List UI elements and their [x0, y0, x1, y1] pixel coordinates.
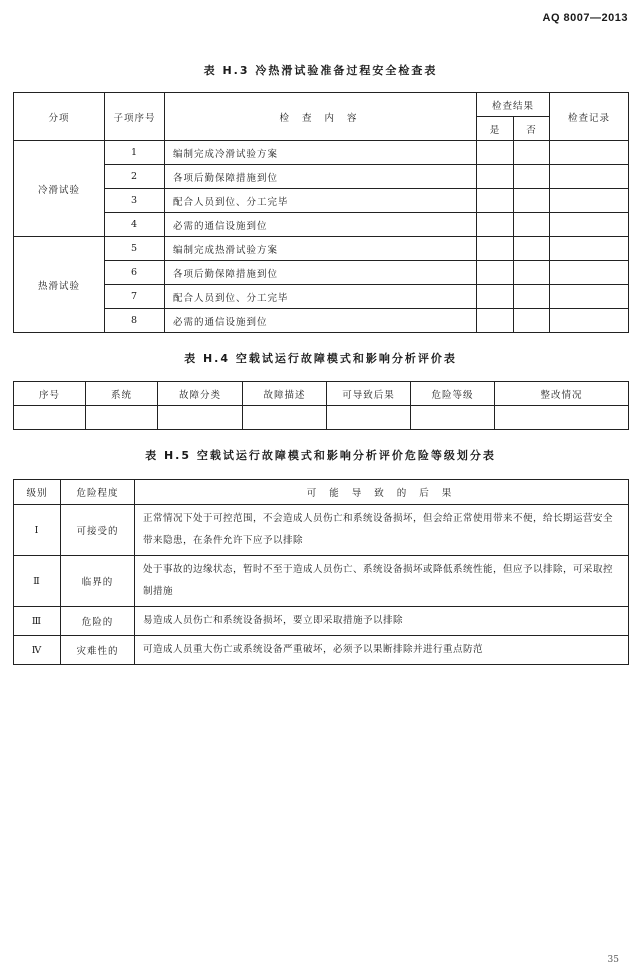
- h3-no-cell[interactable]: [514, 309, 550, 333]
- h4-cell[interactable]: [158, 406, 243, 430]
- h5-degree: 危险的: [61, 607, 135, 636]
- h5-level: Ⅲ: [14, 607, 61, 636]
- h3-yes-cell[interactable]: [477, 165, 514, 189]
- h5-header-degree: 危险程度: [61, 480, 135, 505]
- h3-group-hot: 热滑试验: [14, 237, 105, 333]
- h5-consequence: 正常情况下处于可控范围，不会造成人员伤亡和系统设备损坏，但会给正常使用带来不便，给长期运营安全带来隐患，在条件允许下应予以排除: [135, 505, 629, 556]
- table-row: [14, 165, 629, 189]
- table-h4: [13, 381, 629, 430]
- h4-header-consequence: 可导致后果: [327, 382, 411, 406]
- h3-header-yes: 是: [477, 117, 514, 141]
- h3-no-cell[interactable]: [514, 213, 550, 237]
- h3-record-cell[interactable]: [550, 165, 629, 189]
- h4-header-fault-desc: 故障描述: [243, 382, 327, 406]
- h4-header-fault-class: 故障分类: [158, 382, 243, 406]
- h3-yes-cell[interactable]: [477, 285, 514, 309]
- h3-yes-cell[interactable]: [477, 141, 514, 165]
- table-h5-caption: 表 H.5 空载试运行故障模式和影响分析评价危险等级划分表: [145, 449, 496, 462]
- table-row: [14, 406, 629, 430]
- h3-row-no: 8: [105, 309, 165, 333]
- h4-cell[interactable]: [411, 406, 495, 430]
- h3-row-no: 5: [105, 237, 165, 261]
- h5-header-level: 级别: [14, 480, 61, 505]
- table-row: [14, 607, 629, 636]
- h5-consequence: 处于事故的边缘状态，暂时不至于造成人员伤亡、系统设备损坏或降低系统性能，但应予以排除，可采取控制措施: [135, 556, 629, 607]
- h3-record-cell[interactable]: [550, 261, 629, 285]
- h5-consequence: 可造成人员重大伤亡或系统设备严重破坏，必须予以果断排除并进行重点防范: [135, 636, 629, 665]
- h3-record-cell[interactable]: [550, 237, 629, 261]
- h3-no-cell[interactable]: [514, 261, 550, 285]
- h3-yes-cell[interactable]: [477, 213, 514, 237]
- h4-cell[interactable]: [86, 406, 158, 430]
- h3-row-no: 1: [105, 141, 165, 165]
- h3-header-record: 检查记录: [550, 93, 629, 141]
- h3-yes-cell[interactable]: [477, 237, 514, 261]
- table-h4-caption: 表 H.4 空载试运行故障模式和影响分析评价表: [184, 352, 457, 365]
- h3-no-cell[interactable]: [514, 285, 550, 309]
- h3-row-no: 4: [105, 213, 165, 237]
- h4-cell[interactable]: [14, 406, 86, 430]
- h3-record-cell[interactable]: [550, 285, 629, 309]
- h3-record-cell[interactable]: [550, 141, 629, 165]
- table-h5: [13, 479, 629, 665]
- table-row: [14, 189, 629, 213]
- h4-header-risk-level: 危险等级: [411, 382, 495, 406]
- h4-header-system: 系统: [86, 382, 158, 406]
- h5-degree: 临界的: [61, 556, 135, 607]
- table-row: [14, 141, 629, 165]
- h3-row-content: 必需的通信设施到位: [165, 309, 477, 333]
- h3-row-content: 编制完成冷滑试验方案: [165, 141, 477, 165]
- h3-header-sub-no: 子项序号: [105, 93, 165, 141]
- standard-code: AQ 8007—2013: [542, 12, 628, 24]
- table-row: [14, 309, 629, 333]
- h3-row-no: 3: [105, 189, 165, 213]
- h3-header-category: 分项: [14, 93, 105, 141]
- h3-row-content: 必需的通信设施到位: [165, 213, 477, 237]
- h3-row-content: 配合人员到位、分工完毕: [165, 189, 477, 213]
- h3-no-cell[interactable]: [514, 165, 550, 189]
- h3-row-content: 各项后勤保障措施到位: [165, 261, 477, 285]
- h3-header-content: 检 查 内 容: [165, 93, 477, 141]
- h3-row-no: 2: [105, 165, 165, 189]
- h3-row-content: 各项后勤保障措施到位: [165, 165, 477, 189]
- h5-level: Ⅱ: [14, 556, 61, 607]
- table-row: [14, 213, 629, 237]
- h4-header-no: 序号: [14, 382, 86, 406]
- h3-group-cold: 冷滑试验: [14, 141, 105, 237]
- h4-cell[interactable]: [495, 406, 629, 430]
- table-row: [14, 505, 629, 556]
- h5-level: Ⅰ: [14, 505, 61, 556]
- h4-cell[interactable]: [327, 406, 411, 430]
- h3-row-no: 7: [105, 285, 165, 309]
- h3-row-content: 编制完成热滑试验方案: [165, 237, 477, 261]
- h5-degree: 可接受的: [61, 505, 135, 556]
- h3-yes-cell[interactable]: [477, 261, 514, 285]
- h3-no-cell[interactable]: [514, 237, 550, 261]
- h3-header-result: 检查结果: [477, 93, 550, 117]
- h3-record-cell[interactable]: [550, 213, 629, 237]
- table-h3-caption: 表 H.3 冷热滑试验准备过程安全检查表: [203, 64, 438, 77]
- table-h3: [13, 92, 629, 333]
- h5-consequence: 易造成人员伤亡和系统设备损坏，要立即采取措施予以排除: [135, 607, 629, 636]
- h3-record-cell[interactable]: [550, 189, 629, 213]
- h3-no-cell[interactable]: [514, 141, 550, 165]
- h3-row-no: 6: [105, 261, 165, 285]
- h3-no-cell[interactable]: [514, 189, 550, 213]
- page-number: 35: [607, 955, 619, 965]
- h3-yes-cell[interactable]: [477, 309, 514, 333]
- table-row: [14, 636, 629, 665]
- table-row: [14, 285, 629, 309]
- h3-record-cell[interactable]: [550, 309, 629, 333]
- h5-level: Ⅳ: [14, 636, 61, 665]
- h4-cell[interactable]: [243, 406, 327, 430]
- h5-degree: 灾难性的: [61, 636, 135, 665]
- h3-row-content: 配合人员到位、分工完毕: [165, 285, 477, 309]
- h3-header-no: 否: [514, 117, 550, 141]
- table-row: [14, 556, 629, 607]
- h3-yes-cell[interactable]: [477, 189, 514, 213]
- table-row: [14, 237, 629, 261]
- h4-header-rectification: 整改情况: [495, 382, 629, 406]
- h5-header-consequence: 可 能 导 致 的 后 果: [135, 480, 629, 505]
- table-row: [14, 261, 629, 285]
